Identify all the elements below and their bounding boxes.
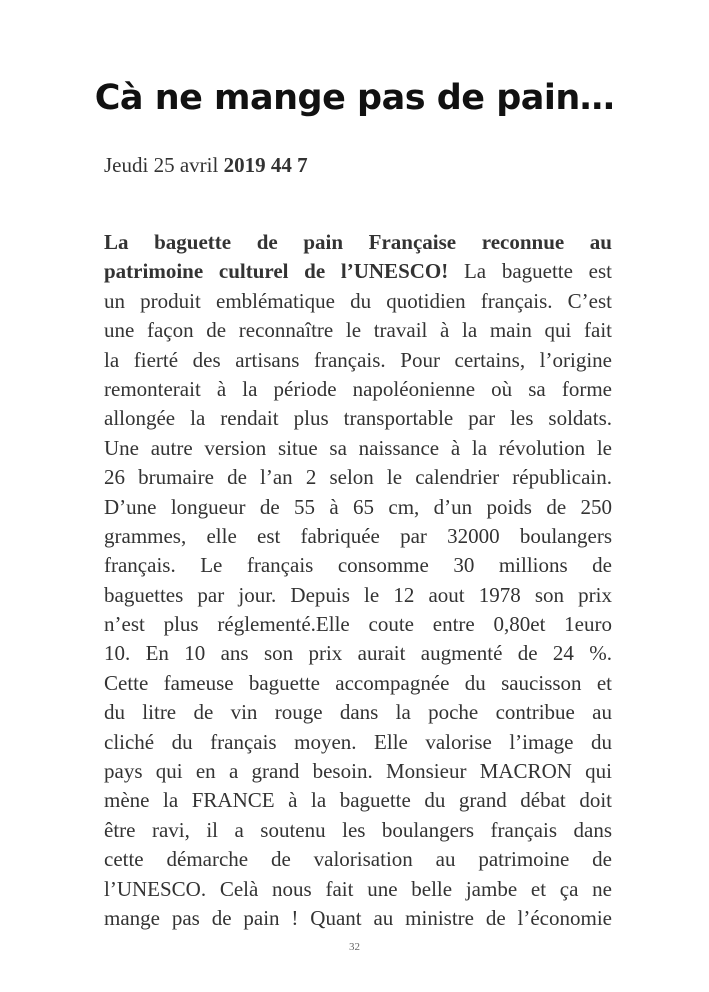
lead-rest: La baguette est <box>448 259 612 284</box>
lead-bold-1: La baguette de pain Française reconnue au <box>104 230 612 254</box>
text-line: un produit emblématique du quotidien français. C’est <box>104 288 612 313</box>
page-number: 32 <box>349 941 360 953</box>
text-line: la fierté des artisans français. Pour certains, l’origine <box>104 347 612 372</box>
text-line: 10. En 10 ans son prix aurait augmenté de 24 %. <box>104 641 612 666</box>
lead-bold-2: patrimoine culturel de l’UNESCO! <box>104 259 449 284</box>
text-line: remonterait à la période napoléonienne où sa forme <box>104 376 612 401</box>
date-line <box>104 153 308 178</box>
text-line: allongée la rendait plus transportable par les soldats. <box>104 406 612 431</box>
date-text: Jeudi 25 avril <box>104 153 224 177</box>
text-line: pays qui en a grand besoin. Monsieur MACRON qui <box>104 759 612 784</box>
text-line: l’UNESCO. Celà nous fait une belle jambe et ça ne <box>104 876 612 901</box>
text-line: cette démarche de valorisation au patrimoine de <box>104 847 612 872</box>
text-line: une façon de reconnaître le travail à la main qui fait <box>104 318 612 343</box>
text-line: être ravi, il a soutenu les boulangers français dans <box>104 817 612 842</box>
text-line: Une autre version situe sa naissance à la révolution le <box>104 435 612 460</box>
text-line: du litre de vin rouge dans la poche contribue au <box>104 700 612 725</box>
text-line: cliché du français moyen. Elle valorise l’image du <box>104 729 612 754</box>
text-line: Cette fameuse baguette accompagnée du saucisson et <box>104 670 612 695</box>
text-line: mange pas de pain ! Quant au ministre de l’économie <box>104 905 612 930</box>
text-line <box>104 257 612 286</box>
text-line: mène la FRANCE à la baguette du grand débat doit <box>104 788 612 813</box>
text-line: baguettes par jour. Depuis le 12 aout 1978 son prix <box>104 582 612 607</box>
text-line: n’est plus réglementé.Elle coute entre 0,80et 1euro <box>104 612 612 637</box>
page-title: Cà ne mange pas de pain… <box>94 78 615 118</box>
text-line: français. Le français consomme 30 millions de <box>104 553 612 578</box>
text-line: grammes, elle est fabriquée par 32000 boulangers <box>104 523 612 548</box>
text-line: 26 brumaire de l’an 2 selon le calendrier républicain. <box>104 465 612 490</box>
text-line: D’une longueur de 55 à 65 cm, d’un poids de 250 <box>104 494 612 519</box>
article-body <box>104 228 612 933</box>
date-bold: 2019 44 7 <box>223 153 308 177</box>
text-line <box>104 228 612 257</box>
